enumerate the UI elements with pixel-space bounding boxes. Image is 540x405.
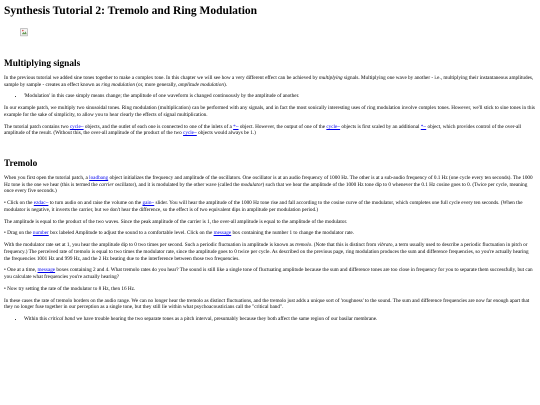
link-multiply[interactable]: *~ <box>233 123 239 130</box>
link-cycle[interactable]: cycle~ <box>69 123 84 130</box>
broken-image-icon <box>20 28 29 37</box>
link-multiply[interactable]: *~ <box>420 123 427 130</box>
emphasis-modulator: modulator <box>240 181 263 188</box>
paragraph-tremolo-explained <box>4 242 536 262</box>
bullet-list <box>4 316 536 323</box>
link-number[interactable]: number <box>32 230 49 237</box>
text-run: , a term usually used to describe a periodic fluctuation in pitch or frequency.) The perceived rate of tremolo is equal to two times the modulator rate, since the amplitude goes to 0 twice per cycle. As described on the previous page, ring modulation produces the sum and difference frequencies, so you're actually hearing the frequencies 1001 Hz and 999 Hz, and the 2 Hz beating due to the interference between those two frequencies. <box>4 242 529 262</box>
text-run: When you first open the tutorial patch, a <box>4 174 90 181</box>
text-run: signals. Multiplying one wave by another - i.e., multiplying their instantaneous amplitudes, sample by sample - creates an effect known as <box>4 74 534 88</box>
paragraph-ezdac <box>4 200 536 214</box>
page-title: Synthesis Tutorial 2: Tremolo and Ring Modulation <box>4 5 258 17</box>
link-loadbang[interactable]: loadbang <box>89 174 109 181</box>
emphasis-ring-modulation: ring modulation <box>101 81 135 88</box>
text-run: objects is first scaled by an additional <box>340 123 421 130</box>
text-run: • Click on the <box>4 200 34 207</box>
paragraph-roughness: In these cases the rate of tremolo borders on the audio range. We can no longer hear the tremolo as distinct fluctuations, and the tremolo just adds a unique sort of 'roughness' to the sound. The sum and difference frequencies are now far enough apart that they no longer fuse together in our perception as a single tone, but they still lie within what psychoacousticians call the "critical band". <box>4 297 530 311</box>
emphasis-critical-band: critical band <box>48 316 75 323</box>
paragraph-modulator-rate: • Now try setting the rate of the modulator to 8 Hz, then 16 Hz. <box>4 285 136 292</box>
text-run: slider. You will hear the amplitude of the 1000 Hz tone rise and fall according to the cosine curve of the modulator, which completes one full cycle every ten seconds. (When the modulator is negative, it inverts the carrier, but we don't hear the difference, so the effect is of two equivalent dips in amplitude per modulation period.) <box>4 200 523 213</box>
text-run: to turn audio on and raise the volume on the <box>48 200 143 207</box>
text-run: boxes containing 2 and 4. What tremolo rates do you hear? The sound is still like a single tone of fluctuating amplitude because the sum and difference tones are too close in frequency for you to separate them successfully, but can you calculate what frequencies you're actually hearing? <box>4 267 533 281</box>
link-cycle[interactable]: cycle~ <box>326 123 341 130</box>
section-heading-multiplying: Multiplying signals <box>4 59 81 70</box>
paragraph-message-boxes <box>4 267 536 281</box>
text-run: objects would always be 1.) <box>196 130 256 137</box>
text-run: (or, more generally, <box>135 81 179 88</box>
paragraph-amplitude-product: The amplitude is equal to the product of the two waves. Since the peak amplitude of the carrier is 1, the over-all amplitude is equal to the amplitude of the modulator. <box>4 218 348 225</box>
emphasis-tremolo: tremolo <box>295 242 312 249</box>
paragraph-example-patch: In our example patch, we multiply two sinusoidal tones. Ring modulation (multiplication) can be performed with any signals, and in fact the most sonically interesting uses of ring modulation involve complex tones. However, we'll stick to sine tones in this example for the sake of simplicity, to allow you to hear clearly the effects of signal multiplication. <box>4 105 535 118</box>
section-heading-tremolo: Tremolo <box>4 159 38 170</box>
emphasis-carrier: carrier <box>98 181 114 188</box>
link-cycle[interactable]: cycle~ <box>183 130 197 137</box>
list-item-modulation-definition: • 'Modulation' in this case simply means change; the amplitude of one waveform is changed continuously by the amplitude of another. <box>24 93 536 100</box>
emphasis-multiplying: multiplying <box>318 74 343 81</box>
list-item-critical-band <box>24 316 536 323</box>
text-run: object, which provides control of the over-all amplitude of the result. (Without this, the over-all amplitude of the product of the two <box>4 123 522 137</box>
paragraph-drag-number <box>4 230 536 237</box>
text-run: With the modulator rate set at 1, you hear the amplitude dip to 0 two times per second. Such a periodic fluctuation in amplitude is known as <box>4 242 296 249</box>
text-run: Within this <box>24 316 49 323</box>
text-run: objects, and the outlet of each one is connected to one of the inlets of a <box>83 123 234 130</box>
text-run: The tutorial patch contains two <box>4 123 70 130</box>
text-run: ). <box>223 81 227 88</box>
link-ezdac[interactable]: ezdac~ <box>33 200 49 207</box>
emphasis-amplitude-modulation: amplitude modulation <box>178 81 224 88</box>
text-run: box labeled Amplitude to adjust the sound to a comfortable level. Click on the <box>48 230 214 237</box>
link-gain[interactable]: gain~ <box>142 200 155 207</box>
paragraph-intro <box>4 75 536 89</box>
text-run: object. However, the output of one of the <box>238 123 327 130</box>
text-run: we have trouble hearing the two separate tones as a pitch interval, presumably because they both affect the same region of our basilar membrane. <box>74 316 378 323</box>
text-run: In the previous tutorial we added sine tones together to make a complex tone. In this chapter we will see how a very different effect can be achieved by <box>4 74 319 81</box>
bullet-list <box>4 93 536 100</box>
emphasis-vibrato: vibrato <box>377 242 393 249</box>
link-message[interactable]: message <box>37 267 56 274</box>
text-run: . (Note that this is distinct from <box>311 242 378 249</box>
text-run: • One at a time, <box>4 267 38 274</box>
paragraph-tutorial-patch <box>4 124 536 138</box>
paragraph-loadbang <box>4 175 536 195</box>
text-run: box containing the number 1 to change the modulator rate. <box>231 230 355 237</box>
link-message[interactable]: message <box>213 230 232 237</box>
text-run: ) such that we hear the amplitude of the 1000 Hz tone dip to 0 whenever the 0.1 Hz cosine goes to 0. (Twice per cycle, meaning once every five seconds.) <box>4 181 528 195</box>
text-run: • Drag on the <box>4 230 33 237</box>
text-run: oscillator), and it is modulated by the other wave (called the <box>113 181 241 188</box>
text-run: object initializes the frequency and amplitude of the oscillators. One oscillator is at an audio frequency of 1000 Hz. The other is at a sub-audio frequency of 0.1 Hz (one cycle every ten seconds). The 1000 Hz tone is the one we hear (this is termed the <box>4 174 533 188</box>
